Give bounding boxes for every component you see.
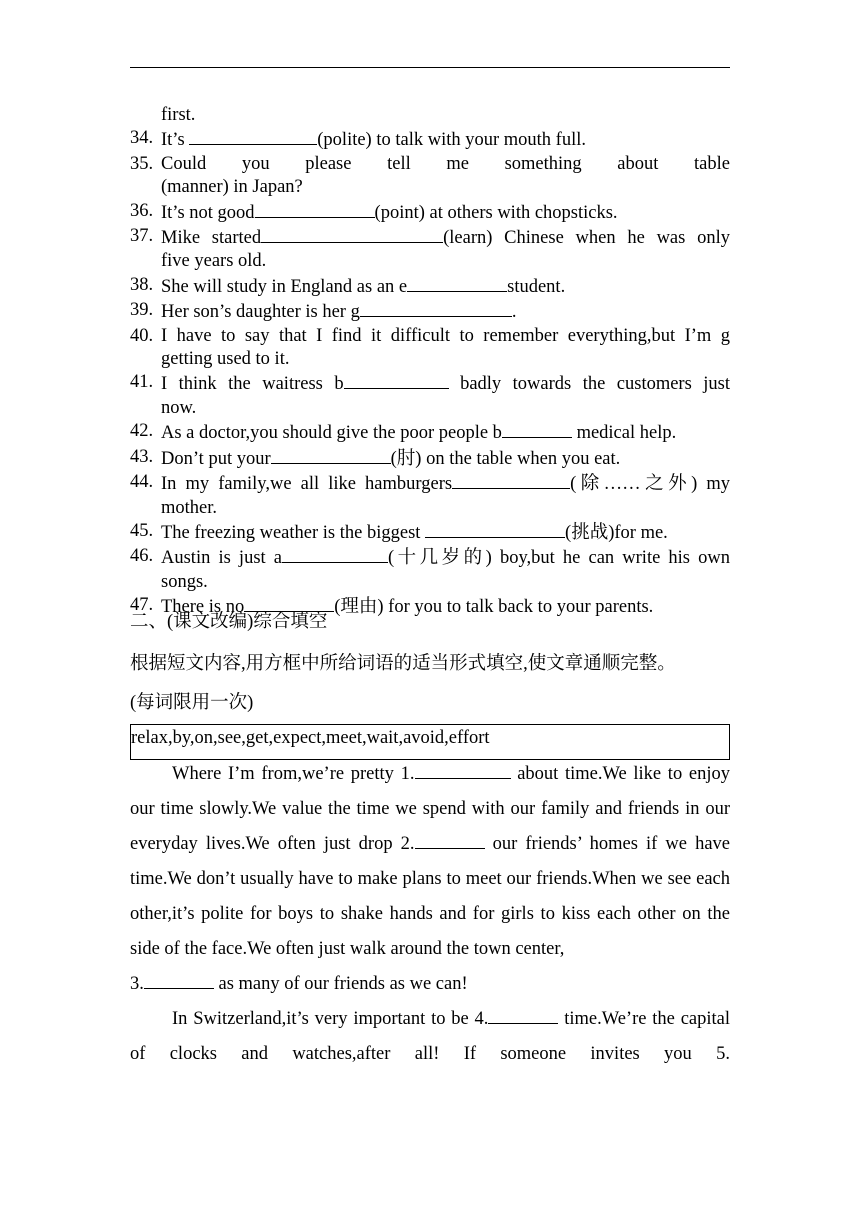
instruction-line: (每词限用一次)	[130, 693, 254, 713]
list-item	[130, 274, 730, 299]
list-item	[130, 471, 730, 520]
item-number: 42.	[130, 421, 154, 442]
word-bank-text: relax,by,on,see,get,expect,meet,wait,avoid,effort	[131, 728, 490, 748]
item-text: There is no	[161, 597, 245, 618]
item-text: songs.	[161, 571, 208, 592]
item-text: (point) at others with chopsticks.	[374, 202, 618, 223]
list-item	[130, 104, 730, 127]
list-item	[130, 520, 730, 545]
item-text: As a doctor,you should give the poor people b	[161, 423, 502, 444]
header-rule	[130, 67, 730, 68]
item-number: 41.	[130, 372, 154, 393]
item-text: (除……之外) my	[570, 474, 730, 495]
item-text: getting used to it.	[161, 349, 290, 370]
item-number: 45.	[130, 520, 154, 541]
answer-blank[interactable]	[255, 200, 375, 218]
answer-blank[interactable]	[189, 127, 317, 145]
item-text: Austin is just a	[161, 548, 282, 569]
item-number: 34.	[130, 128, 154, 149]
item-number: 44.	[130, 472, 154, 493]
answer-blank[interactable]	[425, 520, 565, 538]
answer-blank[interactable]	[261, 225, 443, 243]
item-text: .	[511, 302, 517, 323]
answer-blank[interactable]	[407, 274, 507, 292]
item-number: 46.	[130, 546, 154, 567]
passage-paragraph	[130, 757, 730, 1072]
list-item	[130, 299, 730, 324]
item-text: (polite) to talk with your mouth full.	[317, 130, 586, 151]
answer-blank[interactable]	[502, 420, 572, 438]
item-text: medical help.	[571, 423, 677, 444]
list-item	[130, 420, 730, 445]
item-text: (learn) Chinese when he was only	[443, 228, 730, 249]
item-text: (理由) for you to talk back to your parents.	[334, 597, 654, 618]
item-text: Don’t put your	[161, 448, 271, 469]
answer-blank[interactable]	[344, 371, 449, 389]
answer-blank[interactable]	[452, 471, 570, 489]
section-title: 二、(课文改编)综合填空	[130, 612, 328, 632]
list-item	[130, 153, 730, 200]
item-text: (十几岁的) boy,but he can write his own	[388, 548, 730, 569]
answer-blank[interactable]	[271, 446, 391, 464]
item-text: In my family,we all like hamburgers	[161, 474, 453, 495]
item-number: 43.	[130, 446, 154, 467]
item-number: 47.	[130, 595, 154, 616]
item-text: five years old.	[161, 251, 267, 272]
list-item	[130, 127, 730, 152]
answer-blank[interactable]	[415, 831, 485, 849]
list-item	[130, 371, 730, 420]
list-item	[130, 446, 730, 471]
answer-blank[interactable]	[415, 761, 511, 779]
passage-text: as many of our friends as we can!	[213, 974, 468, 994]
item-text: Mike started	[161, 228, 262, 249]
item-text: student.	[507, 276, 566, 297]
item-number: 35.	[130, 153, 154, 174]
item-text: It’s	[161, 130, 190, 151]
passage-text: time.We’re the capital of clocks and watches,after all! If someone invites you 5.	[130, 1009, 730, 1064]
item-text: (manner) in Japan?	[161, 177, 303, 198]
passage-text: Where I’m from,we’re pretty 1.	[172, 764, 415, 784]
item-text: She will study in England as an e	[161, 276, 408, 297]
answer-blank[interactable]	[282, 545, 388, 563]
list-item	[130, 225, 730, 274]
answer-blank[interactable]	[360, 299, 512, 317]
word-bank-box	[130, 724, 730, 760]
item-text: badly towards the customers just	[448, 374, 731, 395]
list-item	[130, 545, 730, 594]
passage-text: In Switzerland,it’s very important to be 4.	[172, 1009, 489, 1029]
item-text: It’s not good	[161, 202, 255, 223]
item-number: 36.	[130, 200, 154, 221]
answer-blank[interactable]	[488, 1006, 558, 1024]
item-text: Could you please tell me something about table	[161, 153, 730, 174]
item-text: (肘) on the table when you eat.	[390, 448, 621, 469]
item-number: 39.	[130, 300, 154, 321]
item-text: I think the waitress b	[161, 374, 344, 395]
item-number: 37.	[130, 226, 154, 247]
item-text: I have to say that I find it difficult to remember everything,but I’m g	[161, 325, 730, 346]
item-text: mother.	[161, 497, 218, 518]
answer-blank[interactable]	[144, 971, 214, 989]
passage-text: 3.	[130, 974, 144, 994]
list-item	[130, 200, 730, 225]
list-item	[130, 325, 730, 372]
instruction-line: 根据短文内容,用方框中所给词语的适当形式填空,使文章通顺完整。	[130, 654, 676, 674]
item-number: 38.	[130, 274, 154, 295]
item-number: 40.	[130, 325, 154, 346]
item-text: The freezing weather is the biggest	[161, 522, 426, 543]
item-text: first.	[161, 105, 196, 125]
item-text: now.	[161, 397, 197, 418]
passage-text: our friends’ homes if we have time.We don’t usually have to make plans to meet our friends.When we see each other,it’s polite for boys to shake hands and for girls to kiss each other on the side of the face.We often just walk around the town center,	[130, 834, 731, 959]
exercise-list	[130, 104, 730, 620]
passage-text: about time.We like to enjoy our time slowly.We value the time we spend with our family and friends in our everyday lives.We often just drop 2.	[130, 764, 730, 854]
item-text: (挑战)for me.	[565, 522, 668, 543]
item-text: Her son’s daughter is her g	[161, 302, 360, 323]
